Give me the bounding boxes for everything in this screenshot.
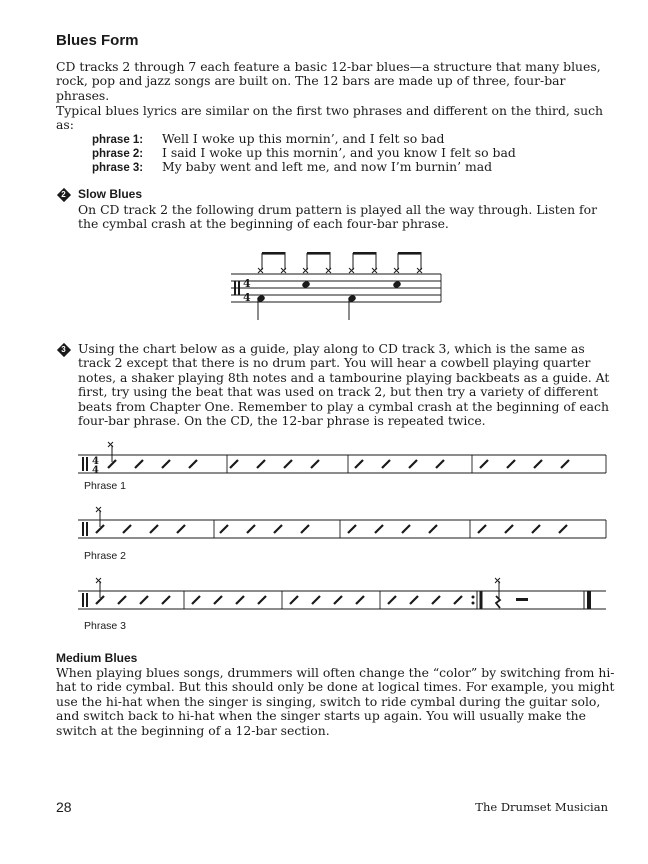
slow-blues-paragraph: On CD track 2 the following drum pattern is played all the way through. Listen for the cymbal crash at the beginning of each four-bar phrase. xyxy=(78,202,598,232)
hihat-notes xyxy=(258,253,422,273)
time-sig-top: 4 xyxy=(243,277,251,290)
page-heading: Blues Form xyxy=(56,32,139,49)
lyric-text: Well I woke up this mornin’, and I felt so bad xyxy=(162,131,445,146)
slash-notes xyxy=(96,525,567,533)
track-3-badge-icon: 3 xyxy=(57,343,70,356)
lyric-label: phrase 3: xyxy=(92,162,144,174)
phrase-2-label: Phrase 2 xyxy=(84,550,127,562)
slash-notes xyxy=(96,596,462,604)
phrase-1-staff xyxy=(78,438,608,478)
medium-blues-heading: Medium Blues xyxy=(56,651,138,665)
phrase-1-label: Phrase 1 xyxy=(84,480,127,492)
time-sig-bottom: 4 xyxy=(92,465,99,476)
exercise-3-paragraph: Using the chart below as a guide, play along to CD track 3, which is the same as track 2 except that there is no drum part. You will hear a cowbell playing quarter notes, a shaker playing 8th notes and a tambourine playing backbeats as a guide. At first, try using the beat that was used on track 2, but then try a variety of different beats from Chapter One. Remember to play a cymbal crash at the beginning of each four-bar phrase. On the CD, the 12-bar phrase is repeated twice. xyxy=(78,341,610,429)
time-sig-top: 4 xyxy=(92,456,99,467)
lyric-text: I said I woke up this mornin’, and you know I felt so bad xyxy=(162,145,516,160)
lyric-label: phrase 1: xyxy=(92,134,144,146)
phrase-3-staff xyxy=(78,578,608,618)
slow-blues-heading: Slow Blues xyxy=(78,187,143,201)
lyrics-intro-paragraph: Typical blues lyrics are similar on the first two phrases and different on the third, such as: xyxy=(56,103,604,133)
lyric-line-3 xyxy=(92,160,492,175)
drum-pattern-notation xyxy=(225,250,445,322)
page-number: 28 xyxy=(56,799,72,815)
repeat-sign-icon xyxy=(472,591,482,609)
time-sig-bottom: 4 xyxy=(243,291,251,304)
lyric-text: My baby went and left me, and now I’m burnin’ mad xyxy=(162,159,493,174)
half-rest-icon xyxy=(516,598,528,601)
phrase-3-label: Phrase 3 xyxy=(84,620,127,632)
snare-notes xyxy=(302,281,401,288)
lyric-label: phrase 2: xyxy=(92,148,144,160)
phrase-2-staff xyxy=(78,508,608,548)
slash-notes xyxy=(108,460,569,468)
book-title: The Drumset Musician xyxy=(475,800,608,814)
intro-paragraph: CD tracks 2 through 7 each feature a basic 12-bar blues—a structure that many blues, rock, pop and jazz songs are built on. The 12 bars are made up of three, four-bar phrases. xyxy=(56,59,601,103)
bass-drum-notes xyxy=(257,295,356,320)
track-2-badge-icon: 2 xyxy=(57,188,70,201)
medium-blues-paragraph: When playing blues songs, drummers will often change the “color” by switching from hi-hat to ride cymbal. But this should only be done at logical times. For example, you might use the hi-hat when the singer is singing, switch to ride cymbal during the guitar solo, and switch back to hi-hat when the singer starts up again. You will usually make the switch at the beginning of a 12-bar section. xyxy=(56,665,615,738)
